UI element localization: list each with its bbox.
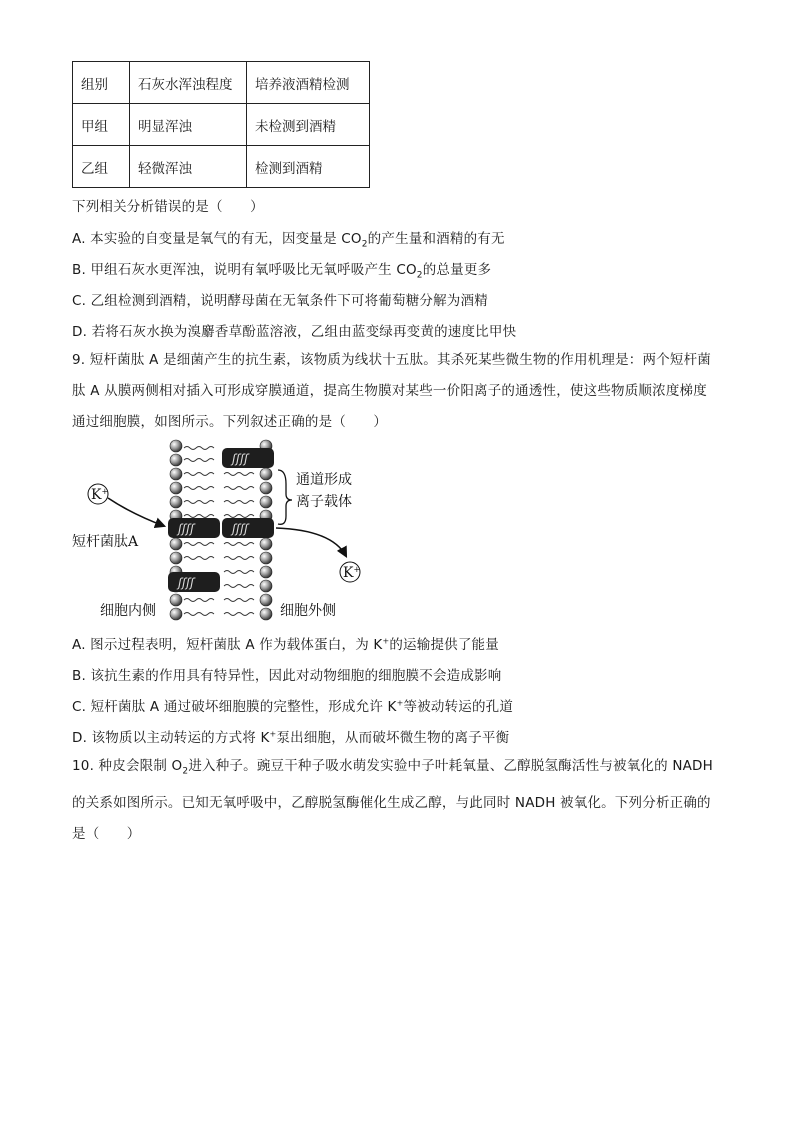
q8-option-d: D. 若将石灰水换为溴麝香草酚蓝溶液，乙组由蓝变绿再变黄的速度比甲快 — [72, 324, 517, 340]
table-header-cell: 培养液酒精检测 — [247, 62, 370, 104]
table-cell: 检测到酒精 — [247, 146, 370, 188]
k-ion-inside — [88, 484, 108, 504]
table-cell: 明显浑浊 — [130, 104, 247, 146]
label-channel-forming: 通道形成 — [296, 472, 352, 488]
q9-option-a: A. 图示过程表明，短杆菌肽 A 作为载体蛋白，为 K+的运输提供了能量 — [72, 636, 499, 653]
table-header-cell: 组别 — [73, 62, 130, 104]
k-ion-outside — [340, 562, 360, 582]
table-cell: 轻微浑浊 — [130, 146, 247, 188]
label-peptide: 短杆菌肽A — [72, 534, 139, 550]
label-outside: 细胞外侧 — [280, 603, 336, 619]
table-header-row — [73, 62, 370, 104]
q8-option-a: A. 本实验的自变量是氧气的有无，因变量是 $CO_2$的产生量和酒精的有无 — [72, 231, 505, 250]
arrow-in — [108, 498, 164, 526]
label-inside: 细胞内侧 — [100, 603, 156, 619]
svg-text:ʃʃʃʃ: ʃʃʃʃ — [232, 522, 249, 536]
q8-option-b: B. 甲组石灰水更浑浊，说明有氧呼吸比无氧呼吸产生 $CO_2$的总量更多 — [72, 262, 492, 281]
q10-stem: 10. 种皮会限制 $O_2$进入种子。豌豆干种子吸水萌发实验中子叶耗氧量、乙醇脱氢酶活性与被氧化的 NADH 的关系如图所示。已知无氧呼吸中，乙醇脱氢酶催化生成乙醇，与此同时 NADH 被氧化。下列分析正确的是（ ） — [72, 758, 713, 842]
table-cell: 甲组 — [73, 104, 130, 146]
membrane-channel-figure — [72, 438, 372, 623]
table-cell: 未检测到酒精 — [247, 104, 370, 146]
svg-text:ʃʃʃʃ: ʃʃʃʃ — [178, 522, 195, 536]
brace — [278, 470, 292, 524]
q8-option-c: C. 乙组检测到酒精，说明酵母菌在无氧条件下可将葡萄糖分解为酒精 — [72, 293, 488, 309]
q8-stem: 下列相关分析错误的是（ ） — [72, 199, 264, 215]
table-row — [73, 104, 370, 146]
table-cell: 乙组 — [73, 146, 130, 188]
svg-text:K+: K+ — [343, 565, 361, 581]
svg-text:K+: K+ — [91, 487, 109, 503]
svg-text:ʃʃʃʃ: ʃʃʃʃ — [178, 576, 195, 590]
q9-option-d: D. 该物质以主动转运的方式将 K+泵出细胞，从而破坏微生物的离子平衡 — [72, 729, 510, 746]
table-row — [73, 146, 370, 188]
label-ion-carrier: 离子载体 — [296, 494, 352, 510]
svg-text:ʃʃʃʃ: ʃʃʃʃ — [232, 452, 249, 466]
peptide-blocks — [168, 448, 274, 592]
q9-option-b: B. 该抗生素的作用具有特异性，因此对动物细胞的细胞膜不会造成影响 — [72, 668, 502, 684]
q9-option-c: C. 短杆菌肽 A 通过破坏细胞膜的完整性，形成允许 K+等被动转运的孔道 — [72, 698, 514, 715]
table-header-cell: 石灰水浑浊程度 — [130, 62, 247, 104]
arrow-out — [276, 528, 346, 556]
results-table — [72, 61, 370, 188]
q9-stem: 9. 短杆菌肽 A 是细菌产生的抗生素，该物质为线状十五肽。其杀死某些微生物的作用机理是：两个短杆菌肽 A 从膜两侧相对插入可形成穿膜通道，提高生物膜对某些一价阳离子的通透性，使这些物质顺浓度梯度通过细胞膜，如图所示。下列叙述正确的是（ ） — [72, 352, 711, 430]
